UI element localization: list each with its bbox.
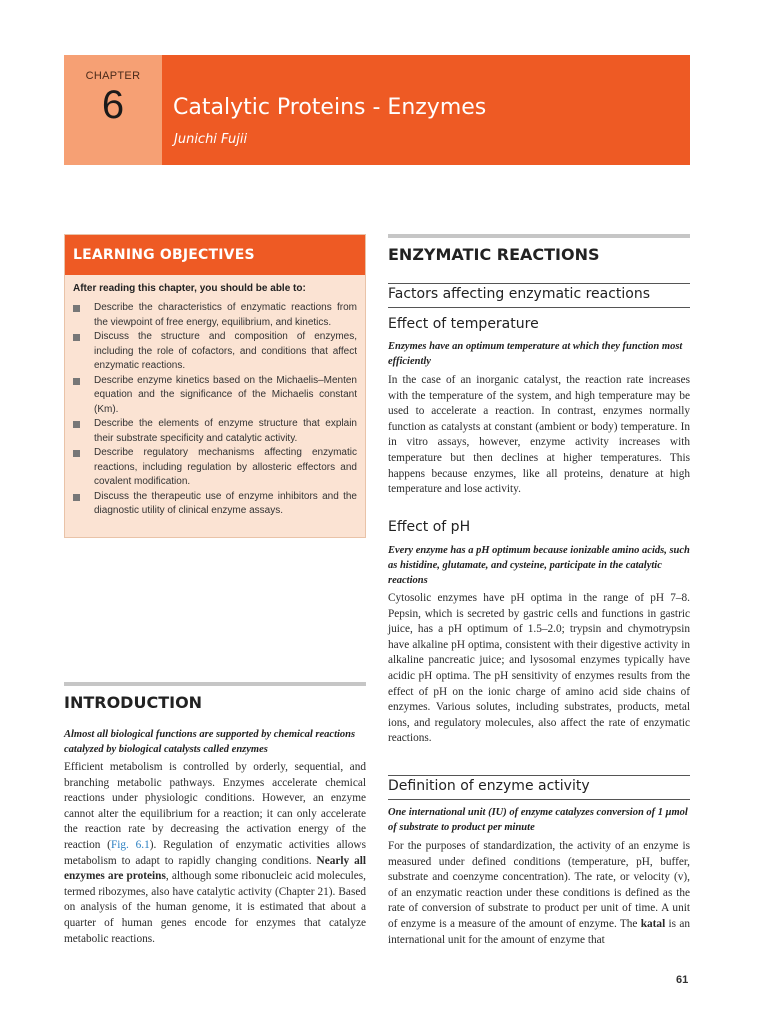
definition-rule	[388, 775, 690, 776]
introduction-paragraph: Efficient metabolism is controlled by orderly, sequential, and branching metabolic pathways. Enzymes accelerate chemical reactions under physiologic conditions. However, an enzyme cannot alter the equilibrium for a reaction; it can only accelerate the reaction rate by decreasing the activation energy of the reaction (Fig. 6.1). Regulation of enzymatic activities allows metabolism to adapt to rapidly changing conditions. Nearly all enzymes are proteins, although some ribonucleic acid molecules, termed ribozymes, also have catalytic activity (Chapter 21). Based on analysis of the human genome, it is estimated that about a quarter of human genes encode for enzymes that catalyze metabolic reactions.	[64, 761, 367, 945]
definition-heading: Definition of enzyme activity	[388, 778, 590, 794]
square-bullet-icon	[73, 378, 80, 385]
objective-item: Discuss the structure and composition of enzymes, including the role of cofactors, and conditions that affect enzymatic reactions.	[73, 330, 357, 374]
chapter-title: Catalytic Proteins - Enzymes	[173, 95, 487, 120]
enzymatic-reactions-rule	[388, 234, 690, 238]
definition-rule-bottom	[388, 799, 690, 800]
square-bullet-icon	[73, 450, 80, 457]
enzymatic-reactions-heading: ENZYMATIC REACTIONS	[388, 245, 600, 264]
objective-item: Describe enzyme kinetics based on the Michaelis–Menten equation and the significance of the Michaelis constant (Km).	[73, 374, 357, 418]
ph-lead: Every enzyme has a pH optimum because ionizable amino acids, such as histidine, glutamate, and cysteine, participate in the catalytic reactions	[388, 545, 690, 586]
temperature-lead: Enzymes have an optimum temperature at which they function most efficiently	[388, 341, 683, 367]
objective-item: Describe the characteristics of enzymatic reactions from the viewpoint of free energy, equilibrium, and kinetics.	[73, 301, 357, 330]
objective-item: Discuss the therapeutic use of enzyme inhibitors and the diagnostic utility of clinical enzyme assays.	[73, 490, 357, 519]
introduction-lead: Almost all biological functions are supported by chemical reactions catalyzed by biological catalysts called enzymes	[64, 729, 356, 755]
square-bullet-icon	[73, 305, 80, 312]
introduction-rule	[64, 682, 366, 686]
learning-objectives-list	[73, 301, 357, 519]
square-bullet-icon	[73, 334, 80, 341]
temperature-heading: Effect of temperature	[388, 316, 539, 332]
figure-link[interactable]: Fig. 6.1	[110, 838, 150, 851]
introduction-heading: INTRODUCTION	[64, 693, 203, 712]
learning-objectives-heading: LEARNING OBJECTIVES	[65, 235, 365, 275]
chapter-banner	[64, 55, 690, 165]
chapter-author: Junichi Fujii	[174, 132, 248, 147]
square-bullet-icon	[73, 494, 80, 501]
factors-rule	[388, 283, 690, 284]
chapter-number-box	[64, 55, 162, 165]
square-bullet-icon	[73, 421, 80, 428]
factors-heading: Factors affecting enzymatic reactions	[388, 286, 651, 302]
ph-heading: Effect of pH	[388, 519, 471, 535]
chapter-number: 6	[101, 83, 125, 127]
objective-item: Describe regulatory mechanisms affecting enzymatic reactions, including regulation by allosteric effectors and covalent modification.	[73, 446, 357, 490]
objective-item: Describe the elements of enzyme structure that explain their substrate specificity and catalytic activity.	[73, 417, 357, 446]
definition-lead: One international unit (IU) of enzyme catalyzes conversion of 1 μmol of substrate to product per minute	[388, 807, 688, 833]
definition-paragraph: For the purposes of standardization, the activity of an enzyme is measured under defined conditions (temperature, pH, buffer, substrate and coenzyme concentration). The rate, or velocity (v), of an enzymatic reaction under these conditions is defined as the rate of conversion of substrate to product per unit of time. A unit of enzyme is a measure of the amount of enzyme. The katal is an international unit for the amount of enzyme that	[388, 840, 690, 946]
learning-objectives-box	[64, 234, 366, 538]
factors-rule-bottom	[388, 307, 690, 308]
temperature-paragraph: In the case of an inorganic catalyst, the reaction rate increases with the temperature of the system, and high temperature may be used to accelerate a reaction. In contrast, enzymes normally function as catalysts at constant (ambient or body) temperature. In in vitro assays, however, enzyme activity increases with temperature but then declines at higher temperatures. This happens because enzymes, like all proteins, denature at high temperature and lose activity.	[388, 374, 690, 496]
learning-objectives-intro: After reading this chapter, you should be able to:	[73, 283, 306, 294]
chapter-label: CHAPTER	[85, 70, 141, 82]
ph-paragraph: Cytosolic enzymes have pH optima in the range of pH 7–8. Pepsin, which is secreted by gastric cells and functions in gastric juice, has a pH optimum of 1.5–2.0; trypsin and chymotrypsin have alkaline pH optima, consistent with their digestive activity in alkaline pancreatic juice; and lysosomal enzymes typically have acidic pH optima. The pH sensitivity of enzymes results from the effect of pH on the ionic charge of amino acid side chains of enzymes. Various solutes, including substrates, products, metal ions, and regulatory molecules, also affect the rate of enzymatic reactions.	[388, 592, 690, 745]
page-number: 61	[676, 974, 689, 986]
